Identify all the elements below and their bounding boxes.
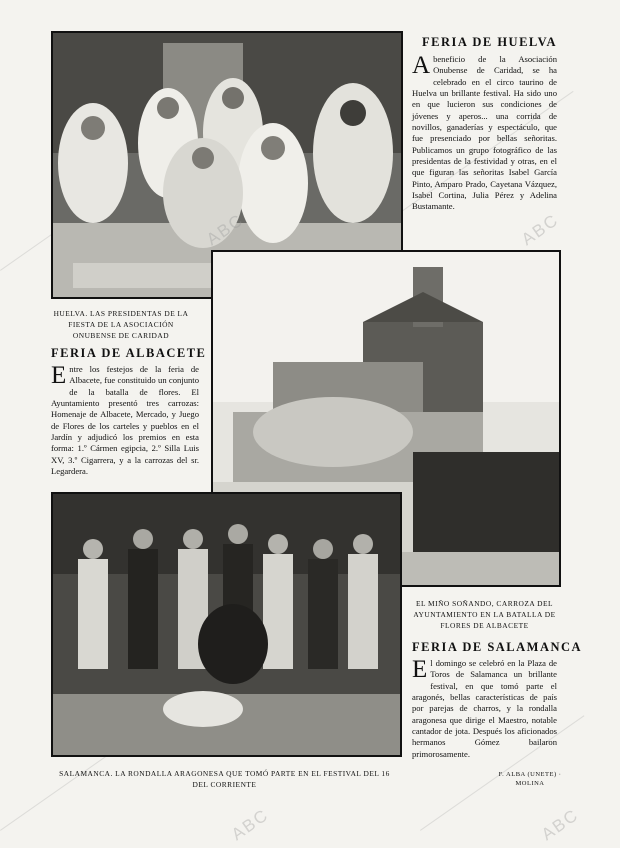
salamanca-text: l domingo se celebró en la Plaza de Toros de Salamanca un brillante festival, en que tomó parte el aragonés, bellas características de país por parejas de charros, y la rondalla aragonesa que dirige el Maestro, notable cantador de jota. Después los aficionados hermanos Gómez bailaron primorosamente. [412,658,557,759]
watermark-text: ABC [537,805,583,845]
photo-credit: F. ALBA (UNETE) · MOLINA [498,771,562,787]
albacete-article [51,364,199,477]
albacete-title: FERIA DE ALBACETE [51,346,207,360]
albacete-caption: EL MIÑO SOÑANDO, CARROZA DEL AYUNTAMIENTO EN LA BATALLA DE FLORES DE ALBACETE [413,599,556,630]
salamanca-caption: SALAMANCA. LA RONDALLA ARAGONESA QUE TOMÓ PARTE EN EL FESTIVAL DEL 16 DEL CORRIENTE [59,769,390,789]
watermark-text: ABC [517,210,563,250]
huelva-caption: HUELVA. LAS PRESIDENTAS DE LA FIESTA DE LA ASOCIACIÓN ONUBENSE DE CARIDAD [53,309,189,340]
watermark-text: ABC [227,805,273,845]
watermark-text: ABC [202,210,248,250]
salamanca-photo [51,492,402,757]
salamanca-dropcap: E [412,656,428,683]
salamanca-article [412,658,557,760]
huelva-dropcap: A [412,52,431,79]
albacete-text: ntre los festejos de la feria de Albacete, fue constituido un conjunto de la batalla de flores. El Ayuntamiento presentó tres carrozas: Homenaje de Albacete, Mercado, y Juego de Flores de los carteles y pueblos en el Jardín y adjudicó los premios en esta forma: 1.º Cármen egipcia, 2.º Silla Luis XV, 3.º Cigarrera, y a la carrozas del sr. Legardera. [51,364,199,477]
huelva-text: beneficio de la Asociación Onubense de Caridad, se ha celebrado en el circo taurino de Huelva un brillante festival. Ha sido uno en que lucieron sus condiciones de jóvenes y aperos... una corrida de novillos, ganaderías y espectáculo, que fue presenciado por bellas señoritas. Publicamos un grupo fotográfico de las presidentas de la festividad y otras, en el que figuran las señoritas Isabel García Pinto, Amparo Prado, Cayetana Vázquez, Isabel Cortina, Julia Pérez y Adelina Bustamante. [412,54,557,212]
huelva-article [412,54,557,213]
salamanca-title: FERIA DE SALAMANCA [412,640,583,654]
albacete-dropcap: E [51,362,67,389]
huelva-title: FERIA DE HUELVA [422,35,558,49]
